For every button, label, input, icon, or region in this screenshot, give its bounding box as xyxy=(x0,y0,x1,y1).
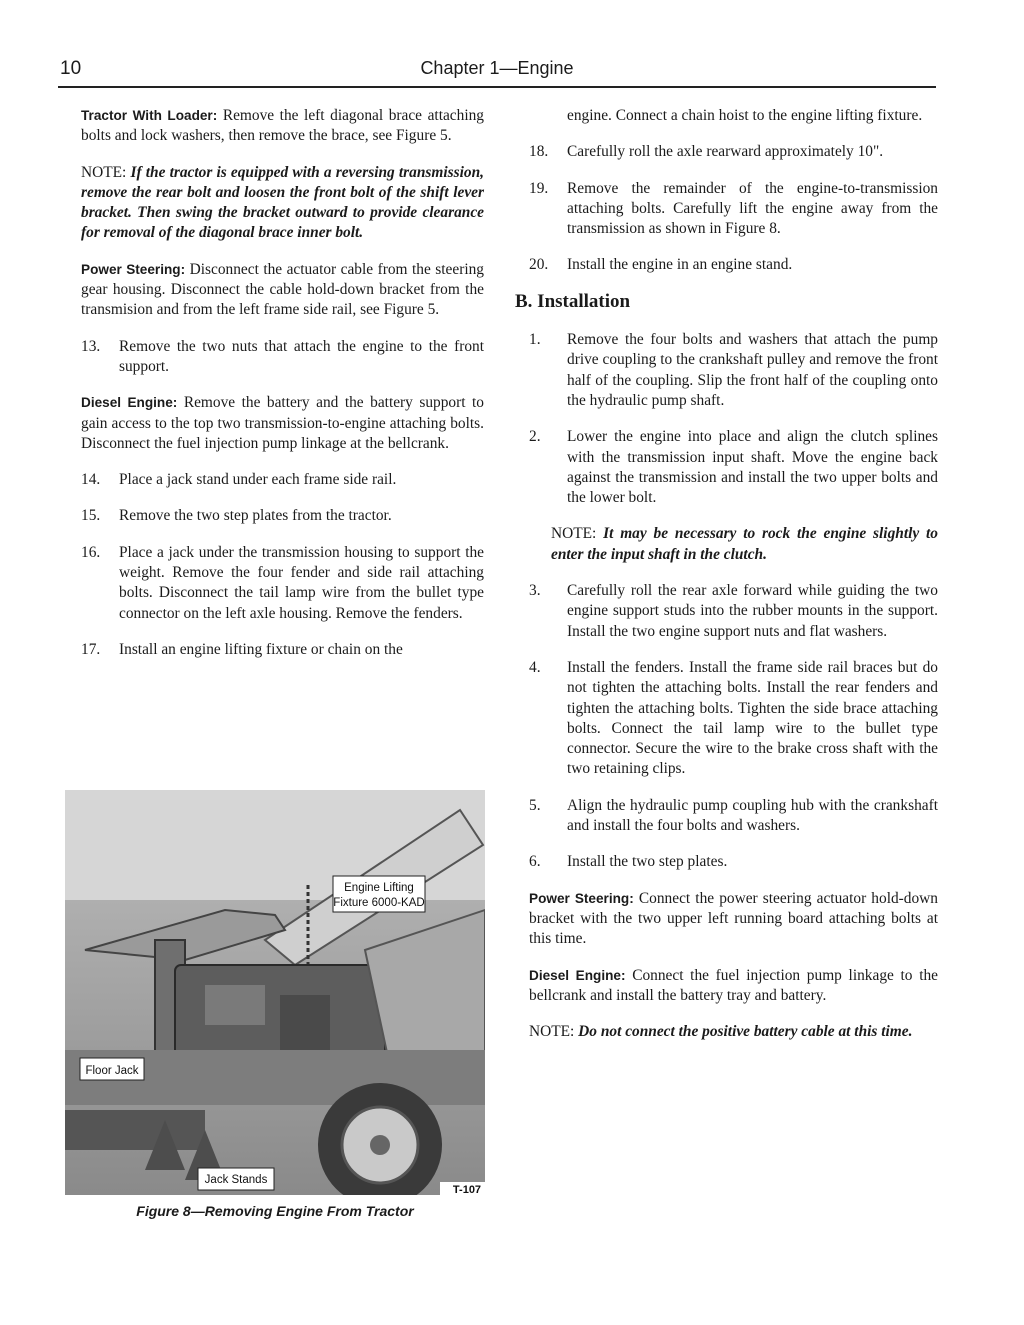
step-item xyxy=(529,179,938,240)
callout-jack-stands: Jack Stands xyxy=(204,1174,268,1186)
step-list xyxy=(529,142,938,275)
step-text: Remove the remainder of the engine-to-transmission attaching bolts. Carefully lift the engine away from the transmission as shown in Figure 8. xyxy=(567,179,938,238)
step-number: 13. xyxy=(81,337,101,355)
step-number: 4. xyxy=(529,658,541,676)
paragraph-text: Remove the battery and the battery support to gain access to the top two transmission-to-engine attaching bolts. Disconnect the fuel injection pump linkage at the bellcrank. xyxy=(81,394,484,452)
figure-code: T-107 xyxy=(452,1184,482,1195)
step-text: Install the fenders. Install the frame side rail braces but do not tighten the attaching bolts. Install the rear fenders and tighten the attaching bolts. Tighten the side brace attaching bolts. Connect the tail lamp wire to the bullet type connector. Secure the wire to the brake cross shaft with the two retaining clips. xyxy=(567,658,938,778)
note-label: NOTE: xyxy=(551,525,604,543)
wheel-hub xyxy=(370,1135,390,1155)
note-label: NOTE: xyxy=(529,1023,579,1041)
step-item xyxy=(529,581,938,642)
step-number: 19. xyxy=(529,179,549,197)
engine-detail xyxy=(205,985,265,1025)
step-number: 3. xyxy=(529,582,541,600)
figure-caption: Figure 8—Removing Engine From Tractor xyxy=(136,1203,414,1219)
tractor-engine-photo xyxy=(65,790,485,1195)
step-list xyxy=(529,330,938,508)
engine-detail xyxy=(280,995,330,1050)
section-heading: B. Installation xyxy=(515,290,631,312)
step-text: Remove the two step plates from the tractor. xyxy=(119,507,392,525)
step-number: 5. xyxy=(529,796,541,814)
step-number: 6. xyxy=(529,853,541,871)
paragraph-lead: Tractor With Loader: xyxy=(81,108,218,123)
step-item xyxy=(81,543,484,624)
step-item xyxy=(81,470,484,490)
callout-fixture: Fixture 6000-KAD xyxy=(333,897,425,909)
step-number: 15. xyxy=(81,507,101,525)
step-item xyxy=(529,142,938,162)
paragraph-lead: Diesel Engine: xyxy=(81,395,178,411)
paragraph-text: Connect the fuel injection pump linkage to the bellcrank and install the battery tray and battery. xyxy=(529,966,938,1004)
power-steering-paragraph xyxy=(81,260,484,321)
note-text: If the tractor is equipped with a reversing transmission, remove the rear bolt and loosen the front bolt of the shift lever bracket. Then swing the bracket outward to provide clearance for removal of the diagonal brace inner bolt. xyxy=(81,163,484,242)
paragraph-text: Disconnect the actuator cable from the steering gear housing. Disconnect the cable hold-down bracket from the transmision and from the left frame side rail, see Figure 5. xyxy=(81,260,484,319)
chapter-title: Chapter 1—Engine xyxy=(420,58,574,78)
step-text: engine. Connect a chain hoist to the engine lifting fixture. xyxy=(567,107,923,124)
step-number: 16. xyxy=(81,543,101,561)
page-number: 10 xyxy=(60,58,82,79)
note-text: It may be necessary to rock the engine slightly to enter the input shaft in the clutch. xyxy=(551,525,939,563)
step-number: 2. xyxy=(529,428,541,446)
step-number: 17. xyxy=(81,640,101,658)
power-steering-install-paragraph xyxy=(529,889,938,950)
step-item xyxy=(529,427,938,508)
callout-floor-jack: Floor Jack xyxy=(85,1065,139,1077)
step-continuation xyxy=(529,106,938,126)
figure-8 xyxy=(65,790,485,1219)
step-item xyxy=(529,796,938,837)
step-number: 20. xyxy=(529,256,549,274)
step-text: Remove the four bolts and washers that attach the pump drive coupling to the crankshaft pulley and remove the front half of the coupling. Slip the front half of the coupling onto the hydraulic pump shaft. xyxy=(567,331,938,409)
callout-engine-lifting: Engine Lifting xyxy=(344,882,414,894)
step-item xyxy=(529,255,938,275)
step-number: 18. xyxy=(529,143,549,161)
note-battery-cable xyxy=(529,1022,938,1042)
step-item xyxy=(81,337,484,378)
step-number-spacer xyxy=(529,106,567,126)
step-list xyxy=(529,581,938,873)
step-text: Install the engine in an engine stand. xyxy=(567,256,793,274)
note-label: NOTE: xyxy=(81,163,131,181)
step-number: 1. xyxy=(529,331,541,349)
step-item xyxy=(529,330,938,411)
step-text: Place a jack under the transmission housing to support the weight. Remove the four fender and side rail attaching bolts. Disconnect the tail lamp wire from the bullet type connector on the left axle housing. Remove the fenders. xyxy=(119,543,484,622)
step-number: 14. xyxy=(81,471,101,489)
tractor-with-loader-paragraph xyxy=(81,106,484,147)
paragraph-text: Connect the power steering actuator hold-down bracket with the two upper left running board attaching bolts at this time. xyxy=(529,889,938,948)
paragraph-lead: Diesel Engine: xyxy=(529,967,626,983)
note-reversing-transmission xyxy=(81,163,484,244)
step-item xyxy=(81,506,484,526)
left-column xyxy=(81,106,484,676)
step-text: Place a jack stand under each frame side rail. xyxy=(119,471,397,489)
step-item xyxy=(529,852,938,872)
right-column xyxy=(515,106,939,1058)
step-item xyxy=(81,640,484,660)
step-text: Remove the two nuts that attach the engine to the front support. xyxy=(119,337,484,375)
step-list xyxy=(81,337,484,378)
step-text: Carefully roll the rear axle forward while guiding the two engine support studs into the rubber mounts in the support. Install the two engine support nuts and flat washers. xyxy=(567,582,938,640)
step-list xyxy=(81,470,484,660)
note-rock-engine xyxy=(529,524,938,565)
diesel-engine-paragraph xyxy=(81,393,484,454)
step-text: Install the two step plates. xyxy=(567,853,728,871)
paragraph-lead: Power Steering: xyxy=(529,890,634,906)
paragraph-lead: Power Steering: xyxy=(81,261,186,277)
step-text: Align the hydraulic pump coupling hub with the crankshaft and install the four bolts and washers. xyxy=(567,796,938,835)
step-item xyxy=(529,658,938,780)
step-text: Carefully roll the axle rearward approximately 10". xyxy=(567,143,884,161)
page-header xyxy=(58,56,936,88)
note-text: Do not connect the positive battery cable at this time. xyxy=(578,1023,913,1041)
step-text: Install an engine lifting fixture or chain on the xyxy=(119,640,403,658)
diesel-engine-install-paragraph xyxy=(529,966,938,1007)
floor-jack-body xyxy=(65,1110,205,1150)
step-text: Lower the engine into place and align the clutch splines with the transmission input shaft. Move the engine back against the transmission and install the two upper bolts and the lower bolt. xyxy=(567,428,938,507)
paragraph-text: Remove the left diagonal brace attaching bolts and lock washers, then remove the brace, see Figure 5. xyxy=(81,107,484,145)
